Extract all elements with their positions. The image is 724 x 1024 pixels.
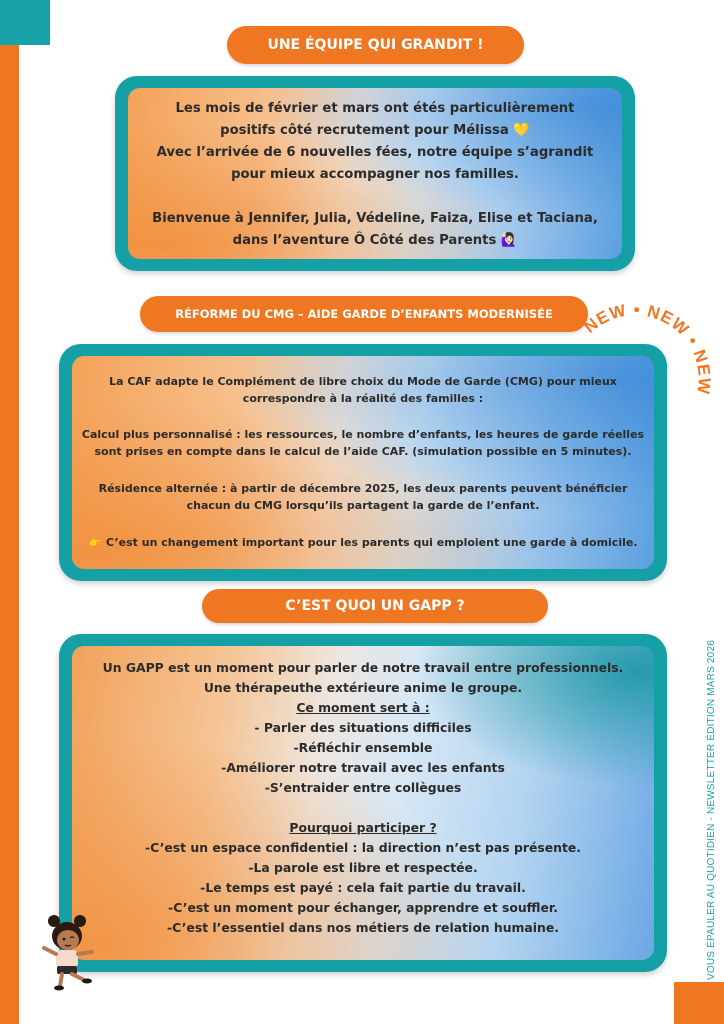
section1-line: dans l’aventure Ô Côté des Parents 🙋🏻‍♀️: [232, 233, 518, 248]
child-illustration: [40, 912, 100, 992]
section3-list-item: -La parole est libre et respectée.: [248, 860, 478, 875]
section1-line: positifs côté recrutement pour Mélissa 💛: [220, 123, 530, 138]
section3-title: C’EST QUOI UN GAPP ?: [202, 589, 548, 623]
svg-text:NEW • NEW • NEW: [580, 300, 714, 395]
section1-line: Avec l’arrivée de 6 nouvelles fées, notre équipe s’agrandit: [156, 145, 594, 160]
section2-line: 👉 C’est un changement important pour les parents qui emploient une garde à domicile.: [88, 536, 638, 549]
section3-list-item: -C’est un espace confidentiel : la direction n’est pas présente.: [145, 840, 581, 855]
section3-box: [59, 634, 667, 972]
section3-subheading: Ce moment sert à :: [296, 700, 430, 715]
section3-intro: Une thérapeuthe extérieure anime le groupe.: [203, 680, 523, 695]
section2-line: sont prises en compte dans le calcul de l’aide CAF. (simulation possible en 5 minutes).: [94, 445, 632, 458]
section1-box: [115, 76, 635, 271]
section3-list-item: -C’est un moment pour échanger, apprendre et souffler.: [168, 900, 558, 915]
section2-line: chacun du CMG lorsqu’ils partagent la garde de l’enfant.: [186, 499, 540, 512]
section3-list-item: -Le temps est payé : cela fait partie du travail.: [200, 880, 526, 895]
section2-title: RÉFORME DU CMG – AIDE GARDE D’ENFANTS MODERNISÉE: [140, 296, 588, 332]
section3-subheading: Pourquoi participer ?: [289, 820, 437, 835]
section3-content: [72, 646, 654, 960]
section2-line: Calcul plus personnalisé : les ressources, le nombre d’enfants, les heures de garde réelles: [81, 428, 645, 441]
section3-list-item: - Parler des situations difficiles: [254, 720, 472, 735]
section2-line: La CAF adapte le Complément de libre choix du Mode de Garde (CMG) pour mieux: [109, 375, 617, 388]
section3-list-item: -Améliorer notre travail avec les enfants: [221, 760, 505, 775]
section2-line: Résidence alternée : à partir de décembre 2025, les deux parents peuvent bénéficier: [98, 482, 628, 495]
section1-title: UNE ÉQUIPE QUI GRANDIT !: [227, 26, 524, 64]
section2-content: [72, 356, 654, 569]
section1-content: [128, 88, 622, 259]
section1-line: pour mieux accompagner nos familles.: [231, 167, 519, 182]
section1-line: Bienvenue à Jennifer, Julia, Védeline, Faiza, Elise et Taciana,: [152, 211, 598, 226]
sidebar-vertical-text: VOUS ÉPAULER AU QUOTIDIEN - NEWSLETTER ÉDITION MARS 2026: [706, 640, 717, 980]
section3-list-item: -C’est l’essentiel dans nos métiers de relation humaine.: [167, 920, 559, 935]
left-orange-bar: [0, 0, 19, 1024]
bottom-right-orange-block: [674, 982, 724, 1024]
new-badge-arc: [580, 300, 715, 436]
section3-list-item: -S’entraider entre collègues: [264, 780, 462, 795]
section2-line: correspondre à la réalité des familles :: [242, 392, 484, 405]
section3-list-item: -Réfléchir ensemble: [293, 740, 433, 755]
section2-box: [59, 344, 667, 581]
top-left-teal-block: [0, 0, 50, 45]
section1-line: Les mois de février et mars ont étés particulièrement: [175, 101, 575, 116]
section3-intro: Un GAPP est un moment pour parler de notre travail entre professionnels.: [102, 660, 624, 675]
new-badge-text: NEW • NEW • NEW: [580, 300, 715, 396]
